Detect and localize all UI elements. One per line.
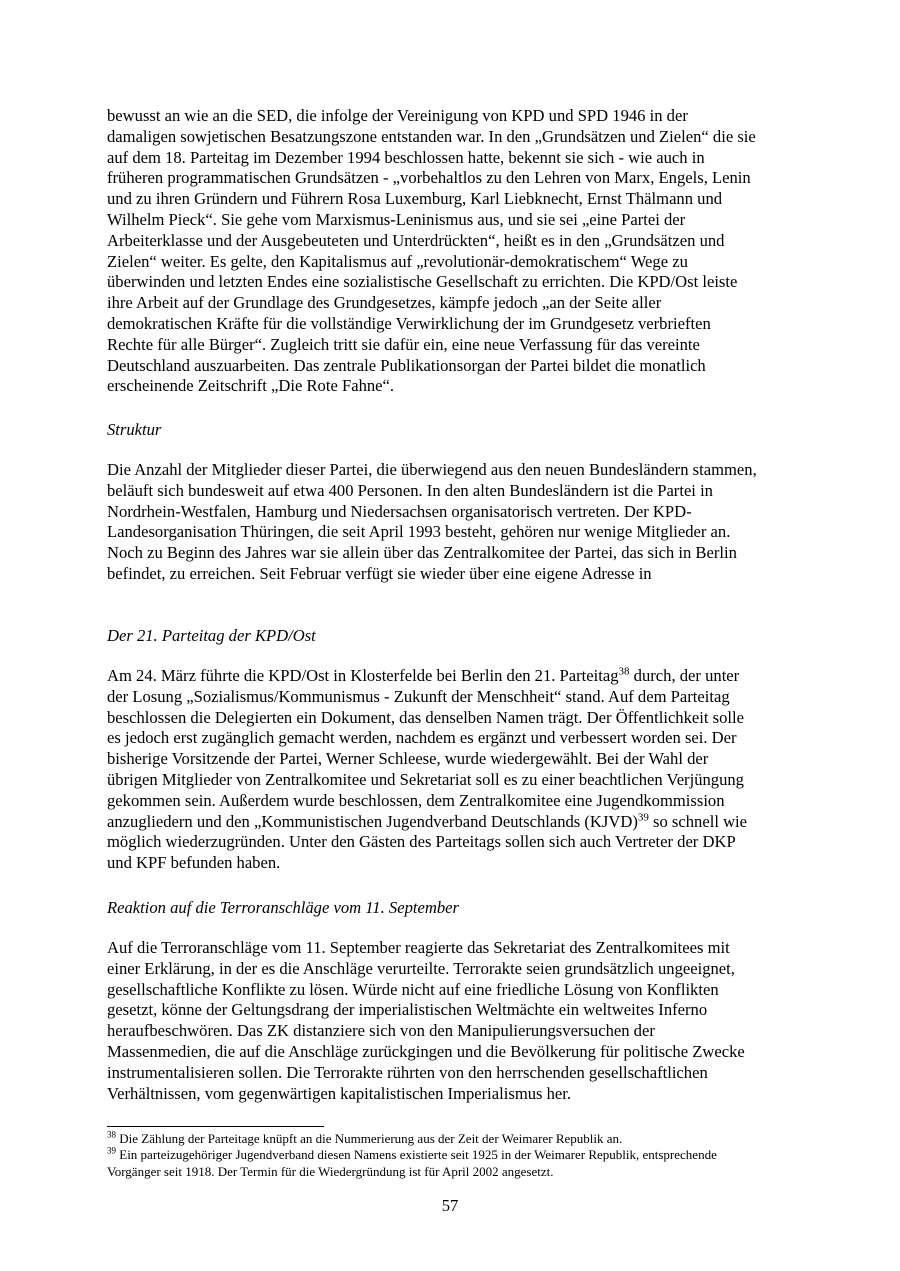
heading-text: Der 21. Parteitag der KPD/Ost <box>107 626 316 645</box>
paragraph-text: Auf die Terroranschläge vom 11. September reagierte das Sekretariat des Zentralkomitees mit einer Erklärung, in der es die Anschläge verurteilte. Terrorakte seien grundsätzlich ungeeignet, gesellschaftliche Konflikte zu lösen. Würde nicht auf eine friedliche Lösung von Konflikten gesetzt, könne der Geltungsdrang der imperialistischen Weltmächte ein weltweites Inferno heraufbeschwören. Das ZK distanziere sich von den Manipulierungsversuchen der Massenmedien, die auf die Anschläge zurückgingen und die Bevölkerung für politische Zwecke instrumentalisieren sollen. Die Terrorakte rührten von den herrschenden gesellschaftlichen Verhältnissen, vom gegenwärtigen kapitalistischen Imperialismus her. <box>107 938 745 1103</box>
section-heading-reaktion <box>107 898 757 918</box>
paragraph-text-part: so schnell wie möglich wiederzugründen. Unter den Gästen des Parteitags sollen sich auch Vertreter der DKP und KPF befunden haben. <box>107 811 748 873</box>
footnote-text: Die Zählung der Parteitage knüpft an die Nummerierung aus der Zeit der Weimarer Republik an. <box>116 1131 623 1146</box>
body-paragraph-3 <box>107 666 757 874</box>
body-paragraph-1 <box>107 106 757 397</box>
paragraph-text-part: Am 24. März führte die KPD/Ost in Klosterfelde bei Berlin den 21. Parteitag <box>107 666 619 685</box>
footnote-text: Ein parteizugehöriger Jugendverband diesen Namens existierte seit 1925 in der Weimarer Republik, entsprechende Vorgänger seit 1918. Der Termin für die Wiedergründung ist für April 2002 angesetzt. <box>107 1147 717 1179</box>
footnote-38 <box>107 1131 757 1147</box>
paragraph-text-part: durch, der unter der Losung „Sozialismus/Kommunismus - Zukunft der Menschheit“ stand. Auf dem Parteitag beschlossen die Delegierten ein Dokument, das denselben Namen trägt. Der Öffentlichkeit solle es jedoch erst zugänglich gemacht werden, nachdem es ergänzt und verbessert worden sei. Der bisherige Vorsitzende der Partei, Werner Schleese, wurde wiedergewählt. Bei der Wahl der übrigen Mitglieder von Zentralkomitee und Sekretariat soll es zu einer beachtlichen Verjüngung gekommen sein. Außerdem wurde beschlossen, dem Zentralkomitee eine Jugendkommission anzugliedern und den „Kommunistischen Jugendverband Deutschlands (KJVD) <box>107 666 744 831</box>
section-heading-parteitag <box>107 626 757 646</box>
heading-text: Struktur <box>107 420 162 439</box>
footnote-divider <box>107 1126 324 1127</box>
footnote-number: 38 <box>107 1129 116 1140</box>
heading-text: Reaktion auf die Terroranschläge vom 11. September <box>107 898 459 917</box>
footnote-39 <box>107 1147 757 1180</box>
section-heading-struktur <box>107 420 757 440</box>
page-number: 57 <box>441 1196 459 1215</box>
paragraph-text: Die Anzahl der Mitglieder dieser Partei, die überwiegend aus den neuen Bundesländern stammen, beläuft sich bundesweit auf etwa 400 Personen. In den alten Bundesländern ist die Partei in Nordrhein-Westfalen, Hamburg und Niedersachsen organisatorisch vertreten. Der KPD-Landesorganisation Thüringen, die seit April 1993 besteht, gehören nur wenige Mitglieder an. Noch zu Beginn des Jahres war sie allein über das Zentralkomitee der Partei, das sich in Berlin befindet, zu erreichen. Seit Februar verfügt sie wieder über eine eigene Adresse in <box>107 460 757 583</box>
body-paragraph-4 <box>107 938 757 1104</box>
footnote-ref-38: 38 <box>618 665 630 678</box>
footnote-ref-39: 39 <box>637 811 649 824</box>
footnotes <box>107 1131 757 1180</box>
paragraph-text: bewusst an wie an die SED, die infolge der Vereinigung von KPD und SPD 1946 in der damaligen sowjetischen Besatzungszone entstanden war. In den „Grundsätzen und Zielen“ die sie auf dem 18. Parteitag im Dezember 1994 beschlossen hatte, bekennt sie sich - wie auch in früheren programmatischen Grundsätzen - „vorbehaltlos zu den Lehren von Marx, Engels, Lenin und zu ihren Gründern und Führern Rosa Luxemburg, Karl Liebknecht, Ernst Thälmann und Wilhelm Pieck“. Sie gehe vom Marxismus-Leninismus aus, und sie sei „eine Partei der Arbeiterklasse und der Ausgebeuteten und Unterdrückten“, heißt es in den „Grundsätzen und Zielen“ weiter. Es gelte, den Kapitalismus auf „revolutionär-demokratischem“ Wege zu überwinden und letzten Endes eine sozialistische Gesellschaft zu errichten. Die KPD/Ost leiste ihre Arbeit auf der Grundlage des Grundgesetzes, kämpfe jedoch „an der Seite aller demokratischen Kräfte für die vollständige Verwirklichung der im Grundgesetz verbrieften Rechte für alle Bürger“. Zugleich tritt sie dafür ein, eine neue Verfassung für das vereinte Deutschland auszuarbeiten. Das zentrale Publikationsorgan der Partei bildet die monatlich erscheinende Zeitschrift „Die Rote Fahne“. <box>107 106 756 396</box>
footnote-number: 39 <box>107 1146 116 1157</box>
paragraph-text <box>107 666 757 874</box>
body-paragraph-2 <box>107 460 757 585</box>
